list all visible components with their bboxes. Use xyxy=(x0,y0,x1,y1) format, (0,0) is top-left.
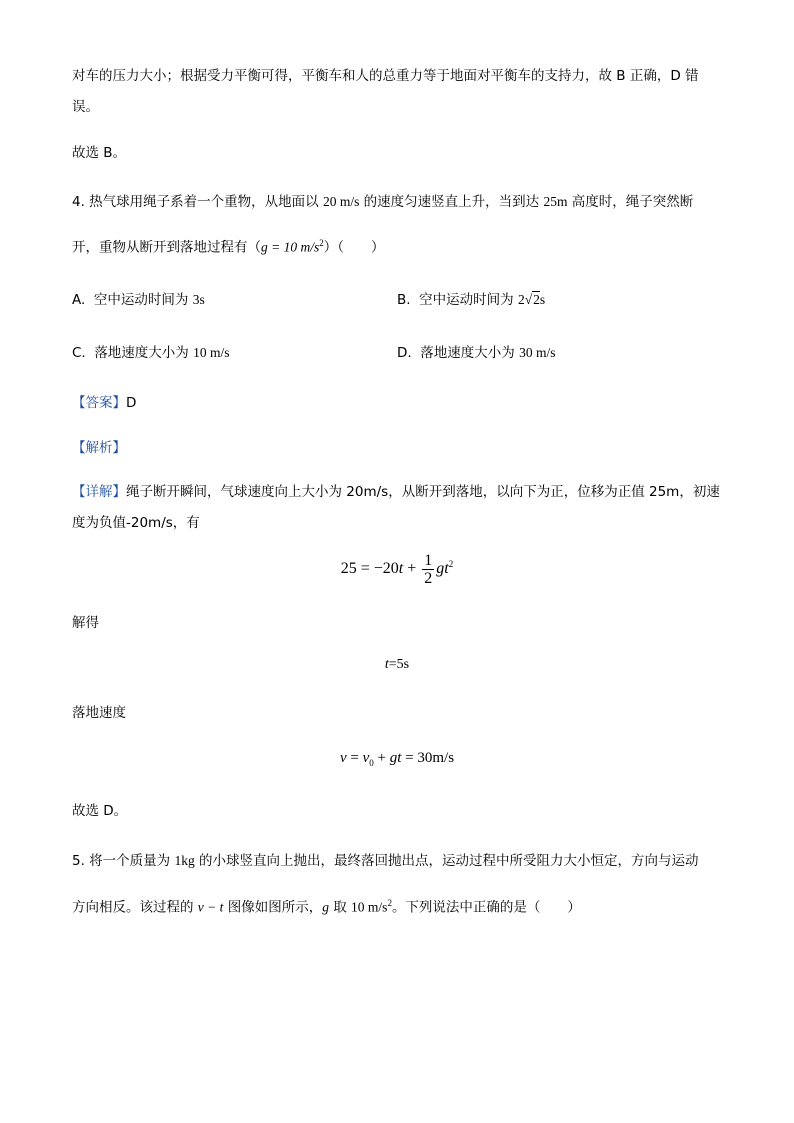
prev-choose: 故选 B。 xyxy=(72,145,127,161)
q5-gravity: 10 m/s xyxy=(351,899,388,915)
detail-text: 绳子断开瞬间，气球速度向上大小为 20m/s，从断开到落地，以向下为正，位移为正值 25m，初速 xyxy=(126,484,720,500)
fraction-half xyxy=(422,552,434,587)
eq-term: 25 = −20 xyxy=(340,560,399,578)
option-text: 落地速度大小为 xyxy=(94,345,194,361)
q4-stem-text: 4. 热气球用绳子系着一个重物，从地面以 xyxy=(72,194,323,210)
option-text: 空中运动时间为 xyxy=(419,292,518,308)
q4-stem-text: 高度时，绳子突然断 xyxy=(567,194,694,210)
q4-stem-text: 开，重物从断开到落地过程有（ xyxy=(72,239,261,256)
q4-option-b[interactable] xyxy=(397,290,545,310)
q5-stem-line1 xyxy=(72,851,724,871)
equation-velocity xyxy=(0,750,794,768)
eq-term: gt xyxy=(436,560,449,578)
equation-displacement xyxy=(0,552,794,587)
option-unit: s xyxy=(539,292,546,307)
q4-analysis xyxy=(72,438,724,458)
q5-stem-line2 xyxy=(72,893,724,918)
q4-detail-line2: 度为负值-20m/s，有 xyxy=(72,515,200,531)
q4-height: 25m xyxy=(543,194,568,209)
q4-solve-label: 解得 xyxy=(72,615,99,631)
answer-tag: 【答案】 xyxy=(72,395,126,411)
q4-option-c[interactable] xyxy=(72,343,230,363)
option-label: B. xyxy=(397,292,411,308)
equation-time xyxy=(0,657,794,673)
q4-answer xyxy=(72,393,724,413)
q4-stem-text: ）（ ） xyxy=(323,239,385,256)
q4-option-d[interactable] xyxy=(397,343,555,363)
eq-term: = 30m/s xyxy=(401,750,455,766)
eq-term: = xyxy=(346,750,363,766)
eq-term: =5s xyxy=(388,657,410,672)
q4-choose: 故选 D。 xyxy=(72,803,128,819)
q5-stem-text: 取 xyxy=(328,899,352,916)
q4-gravity: g = 10 m/s xyxy=(261,239,320,255)
eq-exponent: 2 xyxy=(448,558,454,569)
eq-term: v xyxy=(362,750,370,766)
q5-vt: v − t xyxy=(197,899,224,915)
q4-stem-line2 xyxy=(72,233,724,258)
fraction-denominator: 2 xyxy=(424,570,433,587)
q5-mass: 1kg xyxy=(174,853,195,868)
option-value: 30 m/s xyxy=(519,345,556,360)
option-radicand: 2 xyxy=(533,292,540,307)
q5-gravity-exp: 2 xyxy=(387,898,392,908)
analysis-tag: 【解析】 xyxy=(72,440,126,456)
eq-term: + xyxy=(373,750,390,766)
option-value: 10 m/s xyxy=(193,345,230,360)
q4-stem-line1 xyxy=(72,192,724,212)
eq-term: + xyxy=(403,560,421,578)
option-value: 3s xyxy=(192,292,205,307)
q5-stem-text: 。下列说法中正确的是（ ） xyxy=(391,899,581,916)
q4-landing-label: 落地速度 xyxy=(72,705,126,721)
eq-term: t xyxy=(384,657,389,672)
q4-detail-line1 xyxy=(72,482,724,502)
prev-explanation-line2: 误。 xyxy=(72,99,99,115)
q5-stem-text: 的小球竖直向上抛出，最终落回抛出点，运动过程中所受阻力大小恒定，方向与运动 xyxy=(194,853,699,869)
option-label: A. xyxy=(72,292,86,308)
eq-term: gt xyxy=(389,750,402,766)
q5-stem-text: 图像如图所示， xyxy=(223,899,323,916)
sqrt-sign: √ xyxy=(524,292,533,307)
option-text: 落地速度大小为 xyxy=(420,345,520,361)
q5-stem-text: 5. 将一个质量为 xyxy=(72,853,175,869)
q4-speed: 20 m/s xyxy=(322,194,360,209)
answer-value: D xyxy=(126,395,137,411)
eq-term: v xyxy=(339,750,347,766)
eq-subscript: 0 xyxy=(369,758,374,768)
eq-term: t xyxy=(398,560,404,578)
q4-option-a[interactable] xyxy=(72,290,205,310)
fraction-numerator: 1 xyxy=(424,552,433,569)
q4-stem-text: 的速度匀速竖直上升，当到达 xyxy=(359,194,544,210)
option-text: 空中运动时间为 xyxy=(93,292,193,308)
q5-stem-text: 方向相反。该过程的 xyxy=(72,899,198,916)
q4-gravity-exp: 2 xyxy=(319,238,324,248)
prev-explanation-line1: 对车的压力大小；根据受力平衡可得，平衡车和人的总重力等于地面对平衡车的支持力，故 B 正确，D 错 xyxy=(72,68,699,84)
q5-g: g xyxy=(322,899,329,915)
option-label: D. xyxy=(397,345,412,361)
detail-tag: 【详解】 xyxy=(72,484,126,500)
option-value: 2 xyxy=(517,292,525,307)
option-label: C. xyxy=(72,345,86,361)
